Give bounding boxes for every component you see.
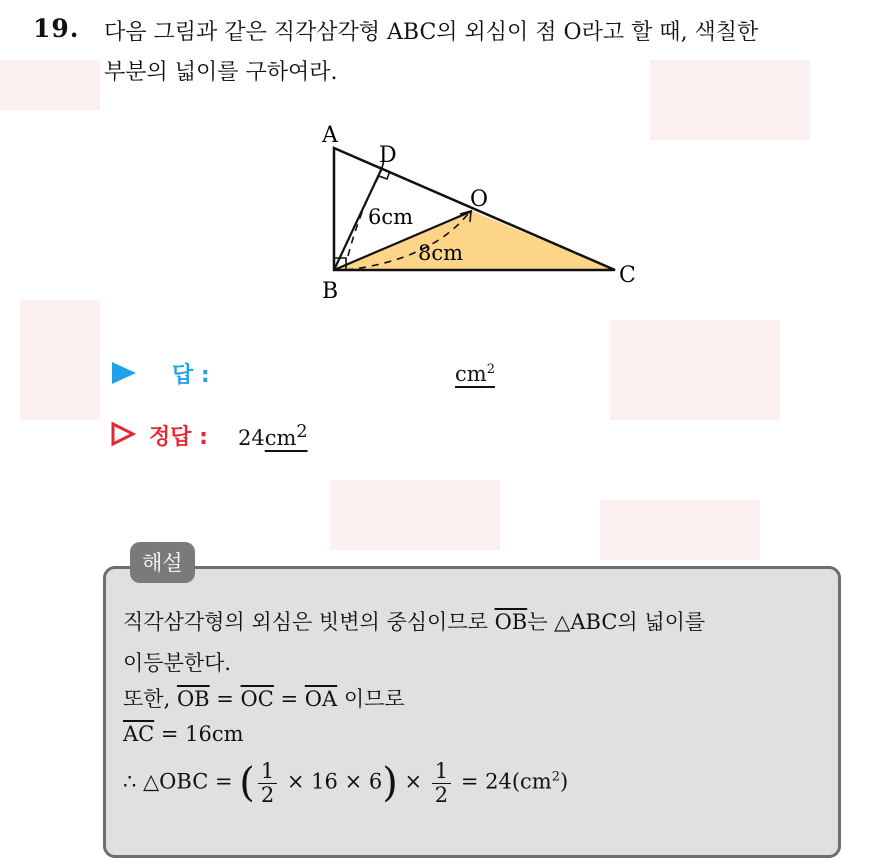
solution-line3: 또한, $\overline{OB} = \overline{OC} = \overline{OA}$ 이므로 — [123, 687, 405, 711]
question-text-line2: 부분의 넓이를 구하여라. — [104, 60, 338, 85]
solution-line5: ∴ △OBC = ( $\frac{1}{2}$ × 16 × 6) × $\frac{1}{2}$ = $24(cm^2)$ — [123, 759, 569, 807]
length-bd: 6cm — [368, 205, 414, 229]
correct-answer-arrow-icon — [110, 421, 136, 447]
correct-answer-value: $24cm^2$ — [238, 422, 308, 450]
background-block — [0, 60, 100, 110]
length-bo: 8cm — [418, 241, 464, 265]
solution-line2: 이등분한다. — [123, 651, 232, 675]
label-d: D — [379, 143, 397, 168]
answer-arrow-icon — [112, 362, 136, 384]
question-text-line1: 다음 그림과 같은 직각삼각형 ABC의 외심이 점 O라고 할 때, 색칠한 — [104, 20, 759, 45]
triangle-figure — [300, 110, 660, 310]
label-b: B — [322, 279, 339, 304]
background-block — [650, 60, 810, 140]
correct-answer-label: 정답 : — [149, 425, 208, 450]
question-number: 19. — [33, 14, 80, 43]
solution-line1: 직각삼각형의 외심은 빗변의 중심이므로 $\overline{OB}$는 △ABC의 넓이를 — [123, 610, 706, 634]
fraction-half: $\frac{1}{2}$ — [432, 760, 451, 805]
solution-line4: $\overline{AC} = 16cm$ — [123, 722, 244, 746]
background-block — [600, 500, 760, 560]
background-block — [20, 300, 100, 420]
label-c: C — [619, 263, 636, 288]
fraction-half: $\frac{1}{2}$ — [258, 760, 277, 805]
solution-tab: 해설 — [130, 542, 195, 583]
answer-label: 답 : — [172, 363, 210, 388]
label-a: A — [322, 123, 338, 148]
background-block — [610, 320, 780, 420]
answer-unit: $cm^2$ — [455, 362, 495, 386]
label-o: O — [470, 187, 489, 212]
background-block — [330, 480, 500, 550]
